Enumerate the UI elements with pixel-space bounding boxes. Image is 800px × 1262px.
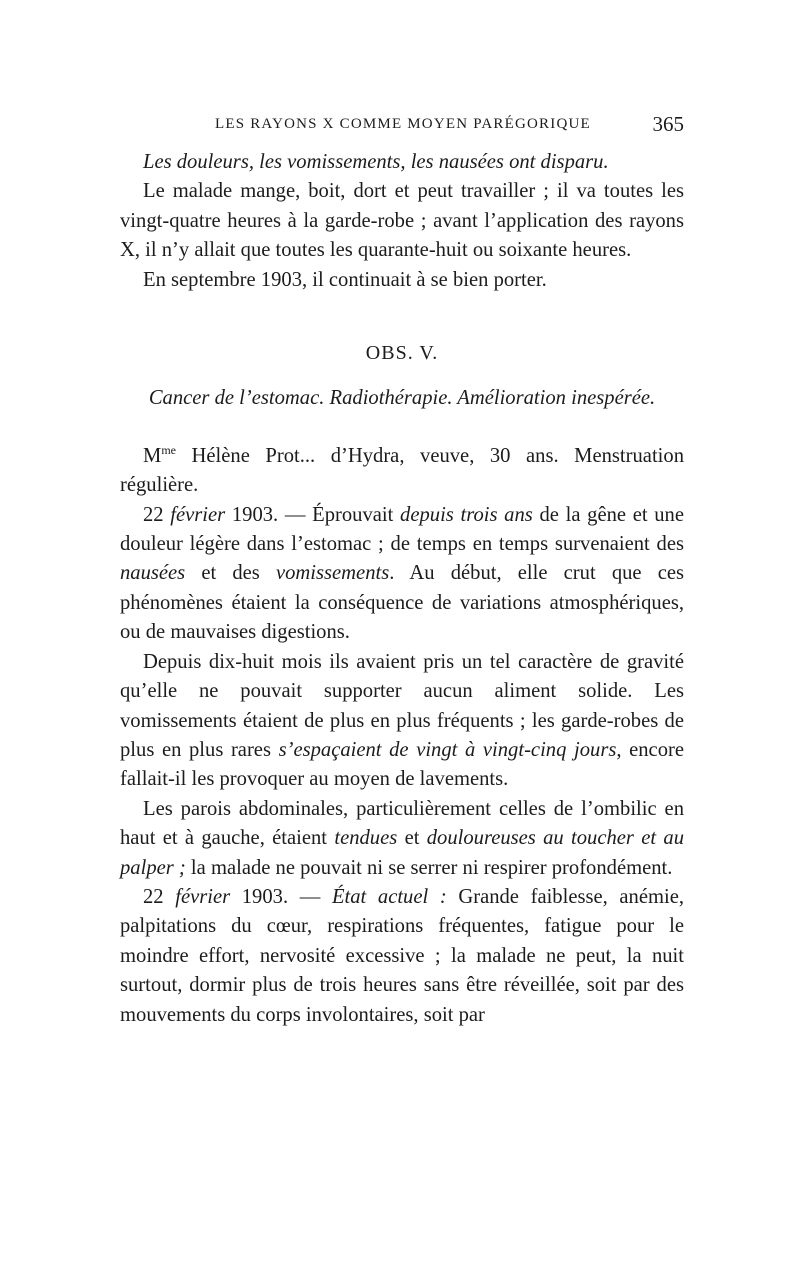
italic-run: nausées bbox=[120, 562, 186, 585]
text-run: Grande faiblesse, anémie, palpitations du cœur, respirations fréquentes, fatigue pour le moindre effort, nervosité excessive ; la malade ne peut, la nuit surtout, dormir plus de trois heures sans être réveillée, soit par des mouvements du corps involontaires, soit par bbox=[120, 885, 685, 1026]
observation-subtitle: Cancer de l’estomac. Radiothérapie. Amélioration inespérée. bbox=[148, 387, 656, 410]
paragraph-2-text: Le malade mange, boit, dort et peut travailler ; il va toutes les vingt-quatre heures à la garde-robe ; avant l’application des rayons X, il n’y allait que toutes les quarante-huit ou soixante heures. bbox=[120, 180, 684, 262]
paragraph-2 bbox=[120, 177, 684, 265]
paragraph-1-text: Les douleurs, les vomissements, les nausées ont disparu. bbox=[143, 151, 609, 173]
text-run: , encore fallait-il les provoquer au moyen de lavements. bbox=[120, 738, 684, 791]
paragraph-3-text: En septembre 1903, il continuait à se bien porter. bbox=[143, 268, 547, 291]
body-text bbox=[120, 148, 684, 1030]
paragraph-5 bbox=[120, 501, 684, 648]
book-page bbox=[120, 108, 684, 1030]
mme-superscript: me bbox=[161, 442, 176, 457]
page-number: 365 bbox=[652, 112, 684, 136]
date-number: 22 bbox=[143, 503, 164, 526]
text-run: . Au début, elle crut que ces phénomènes étaient la conséquence de variations atmosphériques, ou de mauvaises digestions. bbox=[120, 562, 684, 644]
observation-heading: OBS. V. bbox=[365, 342, 439, 365]
date-month: février bbox=[163, 503, 226, 526]
running-head-title: LES RAYONS X COMME MOYEN PARÉGORIQUE bbox=[215, 116, 591, 132]
italic-run: vomissements bbox=[275, 562, 390, 585]
text-run: Depuis dix-huit mois ils avaient pris un tel caractère de gravité qu’elle ne pouvait supporter aucun aliment solide. Les vomissements étaient de plus en plus fréquents ; les garde-robes de plus en plus rares bbox=[120, 650, 684, 761]
text-run: et bbox=[397, 827, 427, 850]
text-run: 1903. — bbox=[230, 885, 332, 908]
text-run: Les parois abdominales, particulièrement celles de l’ombilic en haut et à gauche, étaient bbox=[120, 797, 684, 850]
italic-run: tendues bbox=[334, 827, 398, 850]
paragraph-1 bbox=[120, 148, 684, 177]
text-run: 1903. — Éprouvait bbox=[225, 503, 401, 526]
paragraph-3 bbox=[120, 266, 684, 295]
text-run: et des bbox=[185, 562, 276, 585]
text-run: de la gêne et une douleur légère dans l’estomac ; de temps en temps survenaient des bbox=[120, 503, 684, 556]
date-number: 22 bbox=[143, 885, 164, 908]
paragraph-4 bbox=[120, 442, 684, 501]
paragraph-4-text: Hélène Prot... d’Hydra, veuve, 30 ans. Menstruation régulière. bbox=[120, 444, 684, 497]
date-month: février bbox=[163, 885, 231, 908]
paragraph-8 bbox=[120, 883, 684, 1030]
paragraph-7 bbox=[120, 795, 684, 883]
mme-abbrev: M bbox=[143, 444, 162, 467]
paragraph-6 bbox=[120, 648, 684, 795]
running-head bbox=[120, 108, 684, 148]
italic-run: s’espaçaient de vingt à vingt-cinq jours bbox=[278, 738, 617, 761]
italic-run: douloureuses au toucher et au palper ; bbox=[120, 827, 684, 879]
italic-run: État actuel : bbox=[331, 885, 447, 908]
text-run: la malade ne pouvait ni se serrer ni respirer profondément. bbox=[185, 856, 673, 879]
italic-run: depuis trois ans bbox=[400, 503, 533, 526]
